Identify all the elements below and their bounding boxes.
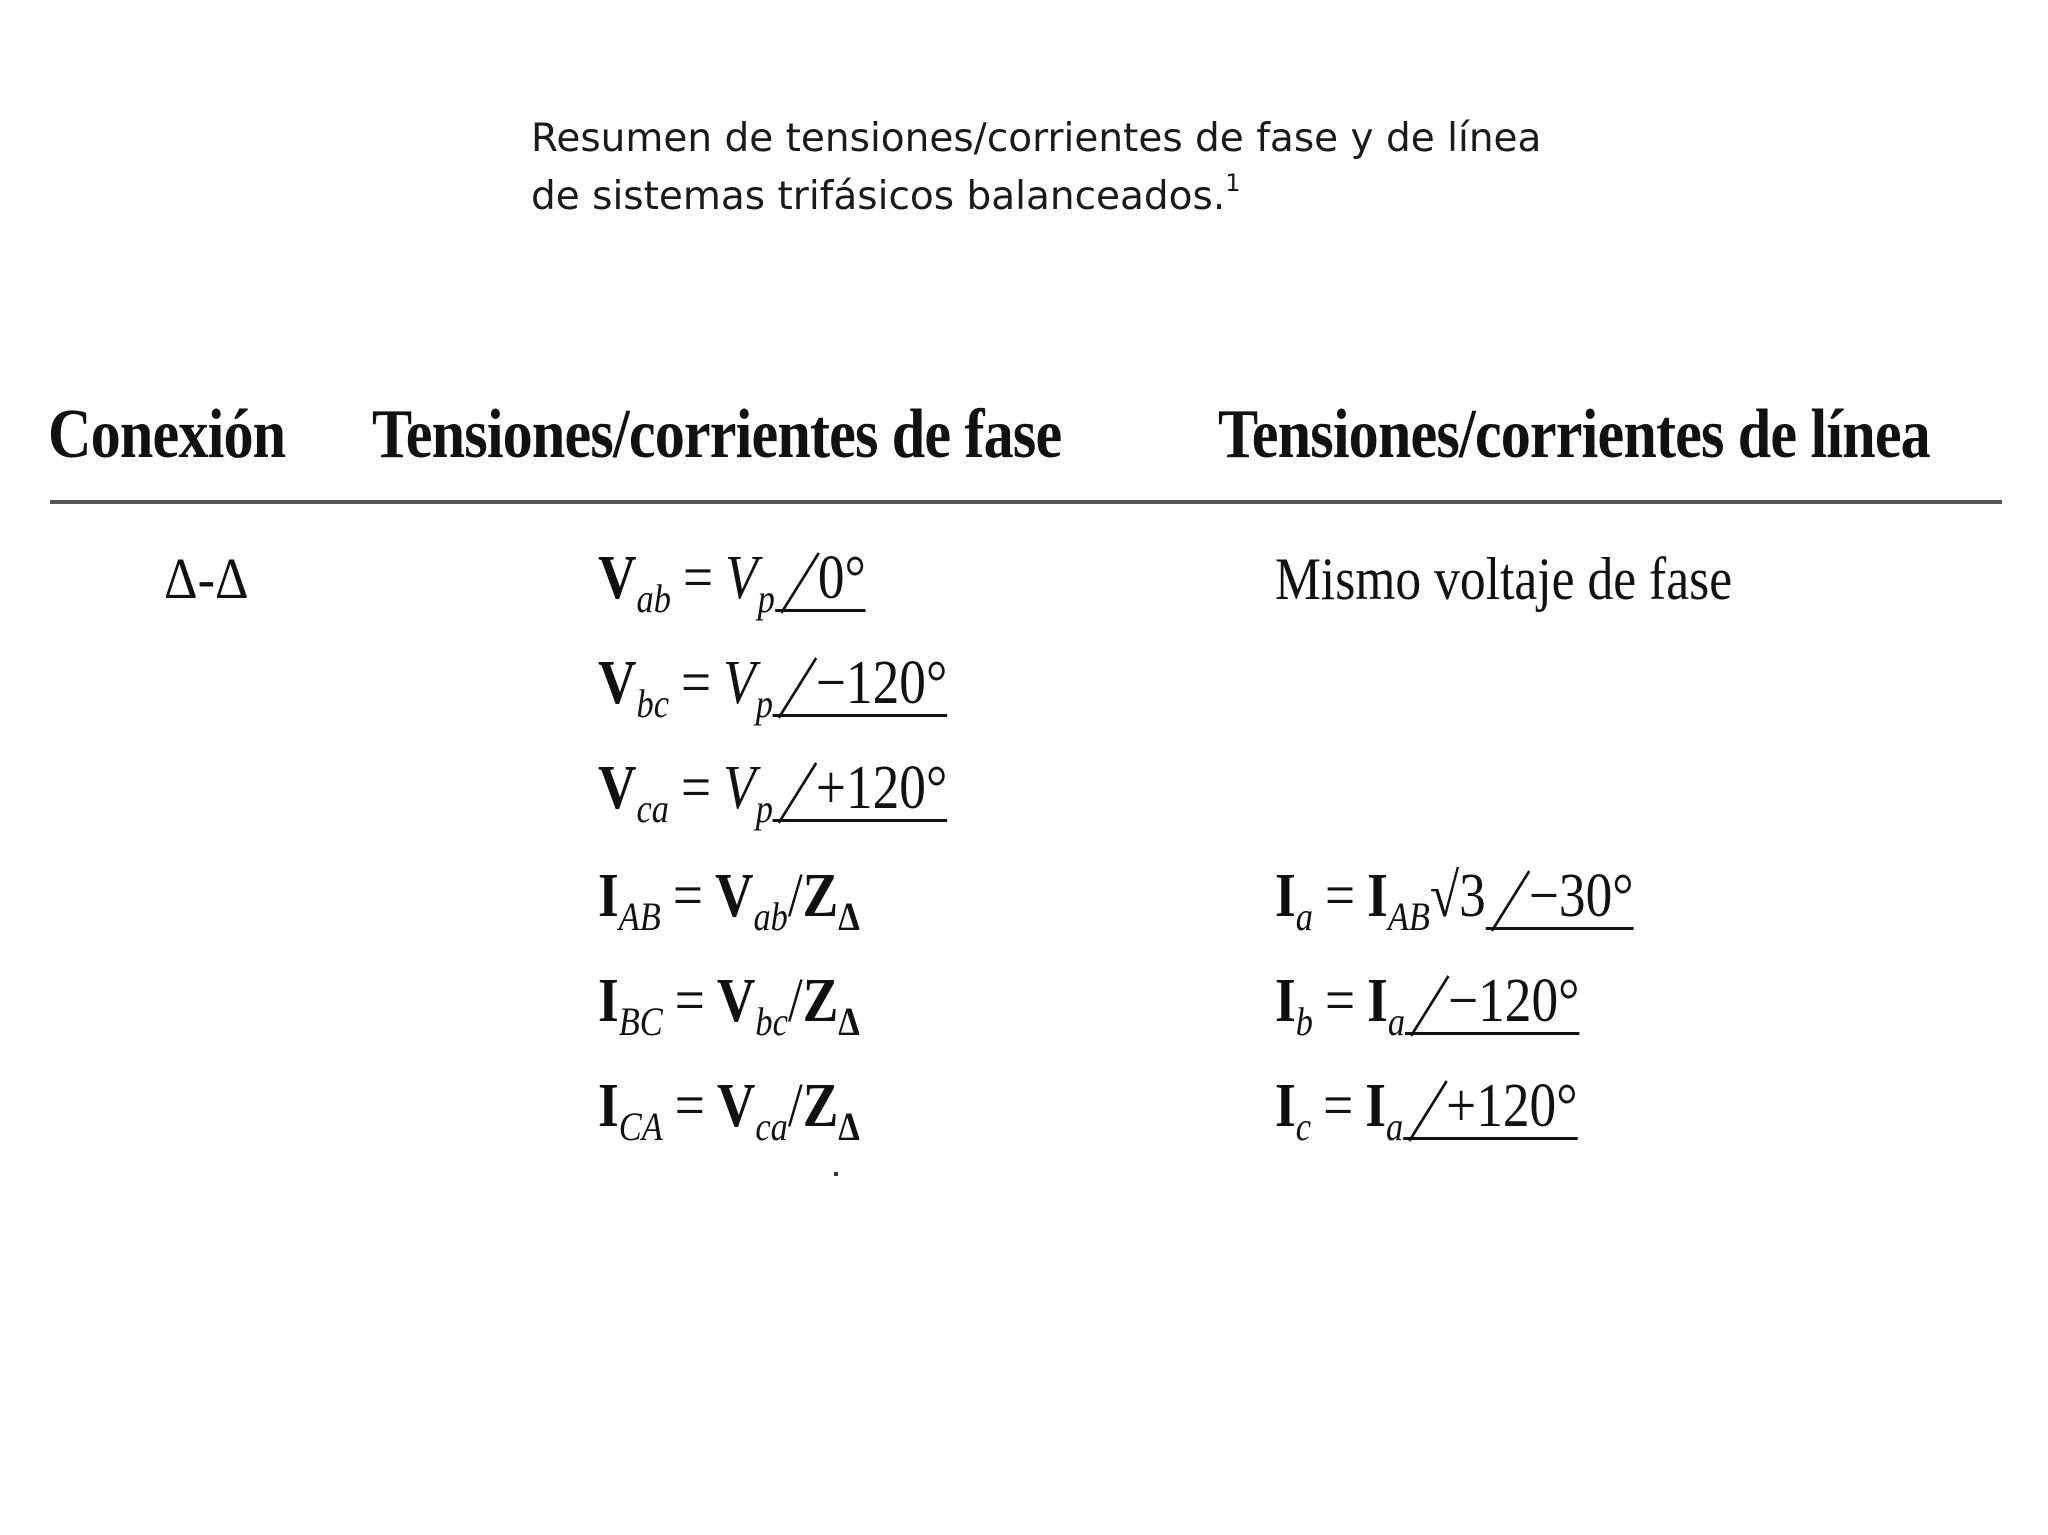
subscript: p bbox=[755, 681, 773, 726]
symbol: I bbox=[1275, 862, 1296, 930]
slash: / bbox=[787, 1072, 803, 1140]
subscript: bc bbox=[755, 999, 788, 1044]
caption-line-2-text: de sistemas trifásicos balanceados. bbox=[531, 174, 1226, 219]
symbol: Z bbox=[802, 967, 839, 1035]
subscript: AB bbox=[1387, 894, 1430, 939]
symbol: V bbox=[723, 754, 756, 822]
subscript: BC bbox=[618, 999, 663, 1044]
symbol: Z bbox=[802, 1072, 839, 1140]
equals: = bbox=[1325, 862, 1356, 930]
caption-line-2 bbox=[531, 168, 1731, 226]
symbol: V bbox=[598, 544, 637, 612]
angle-phasor: +120° bbox=[1403, 1075, 1577, 1140]
slash: / bbox=[787, 862, 803, 930]
symbol: V bbox=[714, 862, 754, 930]
line-voltage-note: Mismo voltaje de fase bbox=[1275, 546, 1733, 612]
header-rule bbox=[50, 500, 2002, 504]
symbol: I bbox=[1367, 967, 1388, 1035]
subscript: AB bbox=[618, 894, 661, 939]
equals: = bbox=[681, 649, 712, 717]
subscript: ab bbox=[753, 894, 788, 939]
equals: = bbox=[672, 862, 703, 930]
symbol: V bbox=[716, 967, 756, 1035]
line-eq-ib bbox=[1275, 963, 1580, 1044]
symbol: V bbox=[598, 754, 637, 822]
phase-eq-ibc bbox=[598, 963, 860, 1044]
header-line: Tensiones/corrientes de línea bbox=[1218, 396, 1930, 473]
sqrt-three: √3 bbox=[1429, 862, 1486, 930]
subscript: ca bbox=[755, 1104, 788, 1149]
phase-eq-vab bbox=[598, 540, 866, 621]
symbol: I bbox=[1275, 967, 1296, 1035]
symbol: I bbox=[1365, 1072, 1386, 1140]
angle-phasor: +120° bbox=[773, 757, 947, 822]
subscript: Δ bbox=[838, 1104, 860, 1149]
phase-eq-vca bbox=[598, 750, 948, 831]
subscript: ab bbox=[636, 576, 671, 621]
symbol: V bbox=[598, 649, 637, 717]
connection-type: Δ-Δ bbox=[164, 546, 249, 611]
subscript: CA bbox=[618, 1104, 663, 1149]
symbol: I bbox=[1275, 1072, 1296, 1140]
subscript: Δ bbox=[838, 894, 860, 939]
symbol: I bbox=[598, 1072, 619, 1140]
header-phase: Tensiones/corrientes de fase bbox=[372, 396, 1062, 473]
slash: / bbox=[787, 967, 803, 1035]
subscript: b bbox=[1295, 999, 1313, 1044]
subscript: bc bbox=[636, 681, 669, 726]
angle-phasor: −120° bbox=[773, 652, 947, 717]
subscript: p bbox=[755, 786, 773, 831]
symbol: Z bbox=[802, 862, 839, 930]
symbol: I bbox=[598, 967, 619, 1035]
subscript: a bbox=[1295, 894, 1313, 939]
equals: = bbox=[674, 1072, 705, 1140]
line-eq-ic bbox=[1275, 1068, 1578, 1149]
subscript: a bbox=[1385, 1104, 1404, 1149]
subscript: c bbox=[1295, 1104, 1312, 1149]
equals: = bbox=[674, 967, 705, 1035]
phase-eq-ica bbox=[598, 1068, 860, 1149]
symbol: V bbox=[725, 544, 758, 612]
subscript: Δ bbox=[838, 999, 860, 1044]
symbol: V bbox=[723, 649, 756, 717]
equals: = bbox=[1325, 967, 1356, 1035]
equals: = bbox=[681, 754, 712, 822]
footnote-marker: 1 bbox=[1225, 169, 1241, 197]
caption bbox=[531, 110, 1731, 226]
subscript: a bbox=[1387, 999, 1406, 1044]
header-connection: Conexión bbox=[48, 396, 286, 473]
angle-phasor: 0° bbox=[775, 547, 866, 612]
subscript: p bbox=[757, 576, 775, 621]
phase-eq-iab bbox=[598, 858, 860, 939]
stray-dot bbox=[834, 1172, 838, 1176]
equals: = bbox=[1323, 1072, 1354, 1140]
equals: = bbox=[682, 544, 714, 612]
caption-line-1: Resumen de tensiones/corrientes de fase y de línea bbox=[531, 116, 1542, 161]
subscript: ca bbox=[636, 786, 669, 831]
phase-eq-vbc bbox=[598, 645, 948, 726]
symbol: V bbox=[716, 1072, 756, 1140]
symbol: I bbox=[598, 862, 619, 930]
angle-phasor: −30° bbox=[1486, 865, 1634, 930]
symbol: I bbox=[1367, 862, 1388, 930]
line-eq-ia bbox=[1275, 858, 1634, 939]
angle-phasor: −120° bbox=[1405, 970, 1579, 1035]
